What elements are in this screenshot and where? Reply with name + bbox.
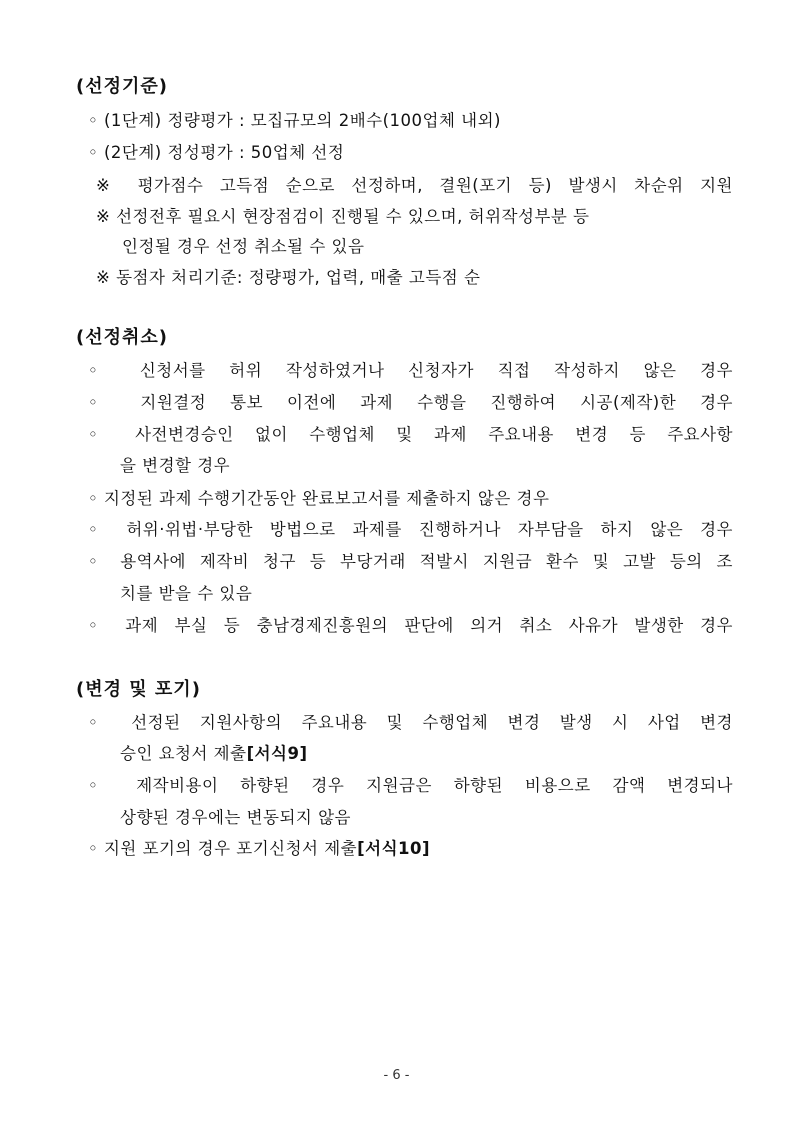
section-title-cancellation: (선정취소) bbox=[76, 327, 169, 348]
list-item-continuation: 을 변경할 경우 bbox=[120, 456, 231, 475]
page-number: - 6 - bbox=[383, 1068, 410, 1083]
note-continuation: 인정될 경우 선정 취소될 수 있음 bbox=[122, 237, 365, 256]
section-title-criteria: (선정기준) bbox=[76, 76, 169, 97]
list-item: ◦ (2단계) 정성평가 : 50업체 선정 bbox=[88, 143, 345, 162]
list-item: ◦ 신청서를 허위 작성하였거나 신청자가 직접 작성하지 않은 경우 bbox=[88, 361, 733, 380]
list-item-continuation: 치를 받을 수 있음 bbox=[120, 584, 253, 603]
list-item: ◦ 지원결정 통보 이전에 과제 수행을 진행하여 시공(제작)한 경우 bbox=[88, 393, 733, 412]
list-item: ◦ 선정된 지원사항의 주요내용 및 수행업체 변경 발생 시 사업 변경 bbox=[88, 713, 733, 732]
list-item: ◦ (1단계) 정량평가 : 모집규모의 2배수(100업체 내외) bbox=[88, 111, 501, 130]
list-item: ◦ 사전변경승인 없이 수행업체 및 과제 주요내용 변경 등 주요사항 bbox=[88, 425, 733, 444]
list-item bbox=[88, 835, 733, 859]
note-item: ※ 평가점수 고득점 순으로 선정하며, 결원(포기 등) 발생시 차순위 지원 bbox=[96, 176, 733, 195]
list-item-continuation bbox=[120, 740, 308, 764]
list-item-continuation: 상향된 경우에는 변동되지 않음 bbox=[120, 808, 351, 827]
note-item: ※ 동점자 처리기준: 정량평가, 업력, 매출 고득점 순 bbox=[96, 268, 481, 287]
list-item: ◦ 지정된 과제 수행기간동안 완료보고서를 제출하지 않은 경우 bbox=[88, 489, 550, 508]
continuation-text: 승인 요청서 제출 bbox=[120, 744, 247, 763]
form-reference-10: [서식10] bbox=[357, 839, 431, 858]
list-item: ◦ 허위·위법·부당한 방법으로 과제를 진행하거나 자부담을 하지 않은 경우 bbox=[88, 520, 733, 539]
form-reference-9: [서식9] bbox=[246, 744, 308, 763]
list-item: ◦ 과제 부실 등 충남경제진흥원의 판단에 의거 취소 사유가 발생한 경우 bbox=[88, 616, 733, 635]
list-item-text: ◦ 지원 포기의 경우 포기신청서 제출 bbox=[88, 839, 358, 858]
list-item: ◦ 용역사에 제작비 청구 등 부당거래 적발시 지원금 환수 및 고발 등의 조 bbox=[88, 552, 733, 571]
list-item: ◦ 제작비용이 하향된 경우 지원금은 하향된 비용으로 감액 변경되나 bbox=[88, 776, 733, 795]
note-item: ※ 선정전후 필요시 현장점검이 진행될 수 있으며, 허위작성부분 등 bbox=[96, 207, 590, 226]
section-title-change: (변경 및 포기) bbox=[76, 679, 201, 700]
